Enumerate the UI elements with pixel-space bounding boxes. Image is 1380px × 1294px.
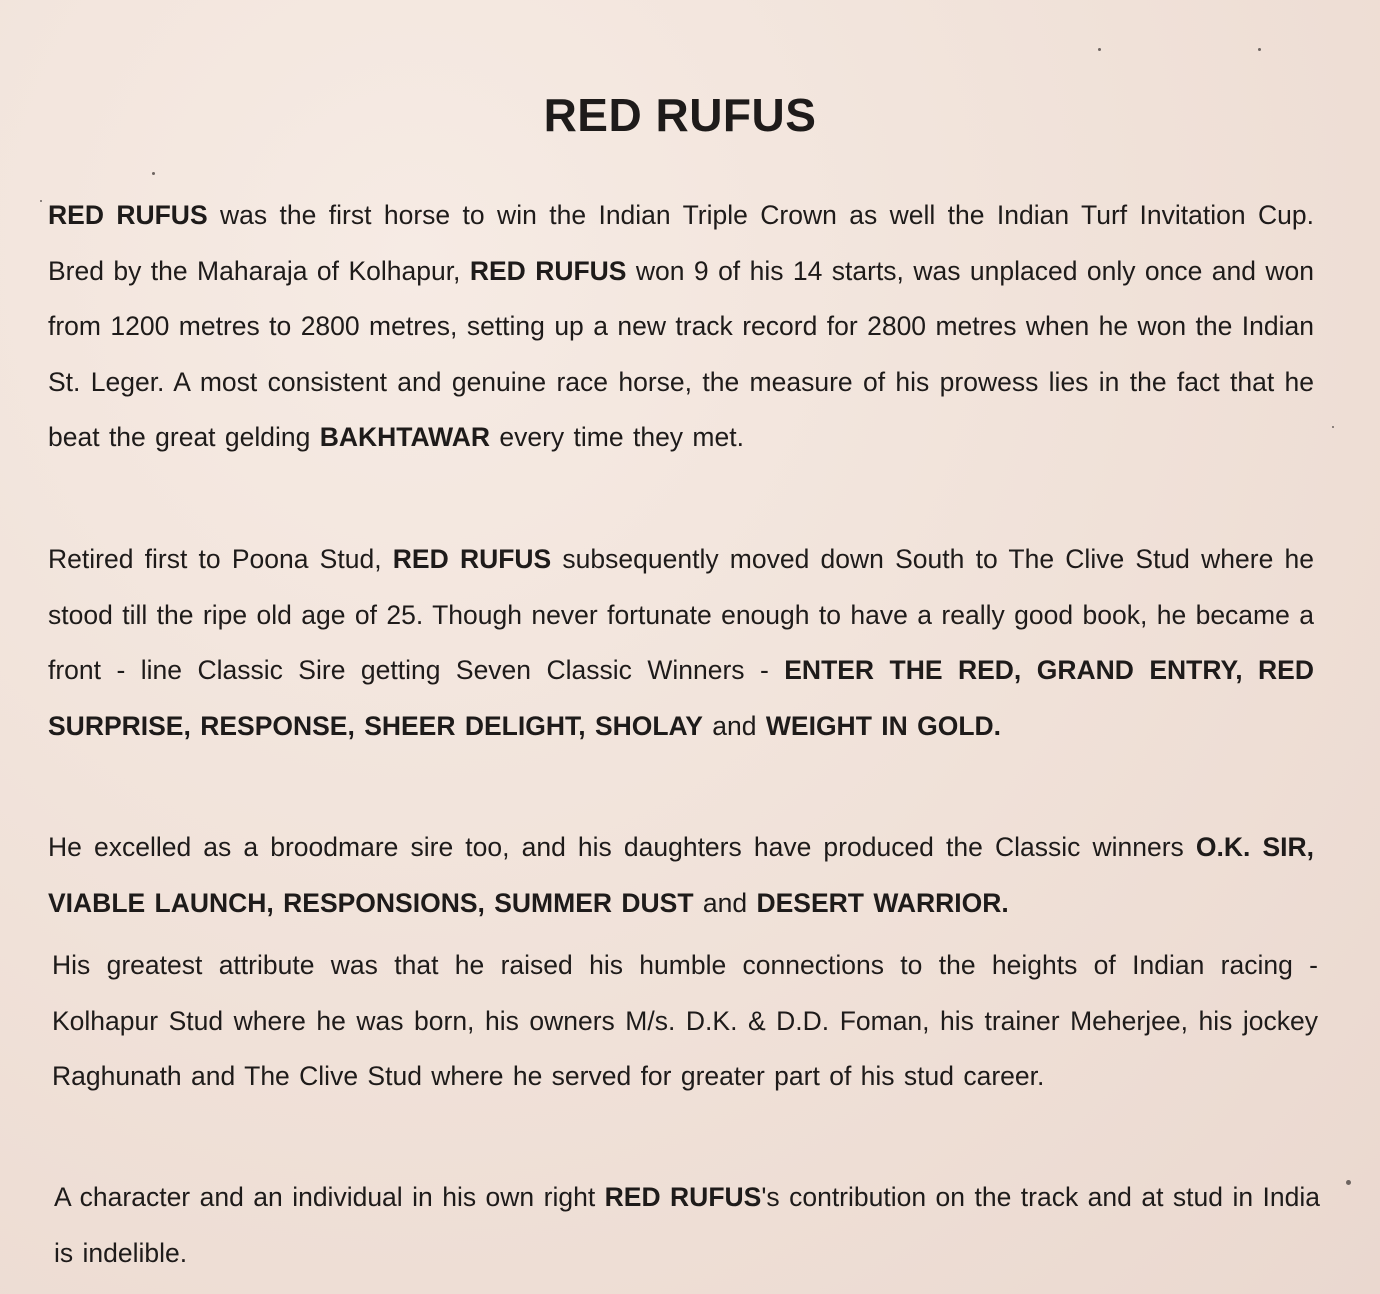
paper-speck [1098, 48, 1101, 51]
paper-speck [1346, 1180, 1351, 1185]
bold-text-run: ENTER THE RED, GRAND ENTRY, RED SURPRISE, RESPONSE, SHEER DELIGHT, SHOLAY [48, 655, 1314, 741]
text-run: He excelled as a broodmare sire too, and his daughters have produced the Classic winners [48, 832, 1196, 862]
paper-speck [1258, 48, 1261, 51]
text-run: 's contribution on the track and at stud in India is indelible. [54, 1182, 1320, 1268]
document-title: RED RUFUS [543, 89, 817, 141]
paragraph-1 [48, 188, 1314, 466]
paragraph-5 [54, 1170, 1320, 1281]
paper-speck [152, 172, 155, 175]
paper-speck [40, 200, 42, 202]
bold-text-run: RED RUFUS [469, 255, 627, 286]
text-run: was the first horse to win the Indian Triple Crown as well the Indian Turf Invitation Cup. Bred by the Maharaja of Kolhapur, [48, 200, 1314, 286]
bold-text-run: RED RUFUS [392, 544, 552, 574]
paper-speck [1332, 426, 1334, 428]
text-run: A character and an individual in his own right [54, 1182, 605, 1212]
bold-text-run: WEIGHT IN GOLD. [765, 710, 1002, 741]
text-run: subsequently moved down South to The Clive Stud where he stood till the ripe old age of 25. Though never fortunate enough to have a really good book, he became a front - line Classic Sire getting Seven Classic Winners - [48, 544, 1314, 685]
bold-text-run: O.K. SIR, VIABLE LAUNCH, RESPONSIONS, SUMMER DUST [48, 832, 1314, 918]
text-run: and [702, 710, 766, 741]
bold-text-run: RED RUFUS [48, 200, 208, 230]
paragraph-2 [48, 532, 1314, 754]
text-run: every time they met. [490, 422, 744, 452]
bold-text-run: DESERT WARRIOR. [756, 887, 1009, 918]
text-run: won 9 of his 14 starts, was unplaced only once and won from 1200 metres to 2800 metres, setting up a new track record for 2800 metres when he won the Indian St. Leger. A most consistent and genuine race horse, the measure of his prowess lies in the fact that he beat the great gelding [48, 255, 1314, 452]
bold-text-run: RED RUFUS [604, 1182, 762, 1212]
text-run: His greatest attribute was that he raised his humble connections to the heights of Indian racing - Kolhapur Stud where he was born, his owners M/s. D.K. & D.D. Foman, his trainer Meherjee, his jockey Raghunath and The Clive Stud where he served for greater part of his stud career. [52, 950, 1318, 1091]
text-run: Retired first to Poona Stud, [48, 544, 393, 574]
text-run: and [693, 887, 757, 918]
bold-text-run: BAKHTAWAR [319, 422, 491, 452]
paragraph-4 [52, 938, 1318, 1105]
paragraph-3 [48, 820, 1314, 931]
